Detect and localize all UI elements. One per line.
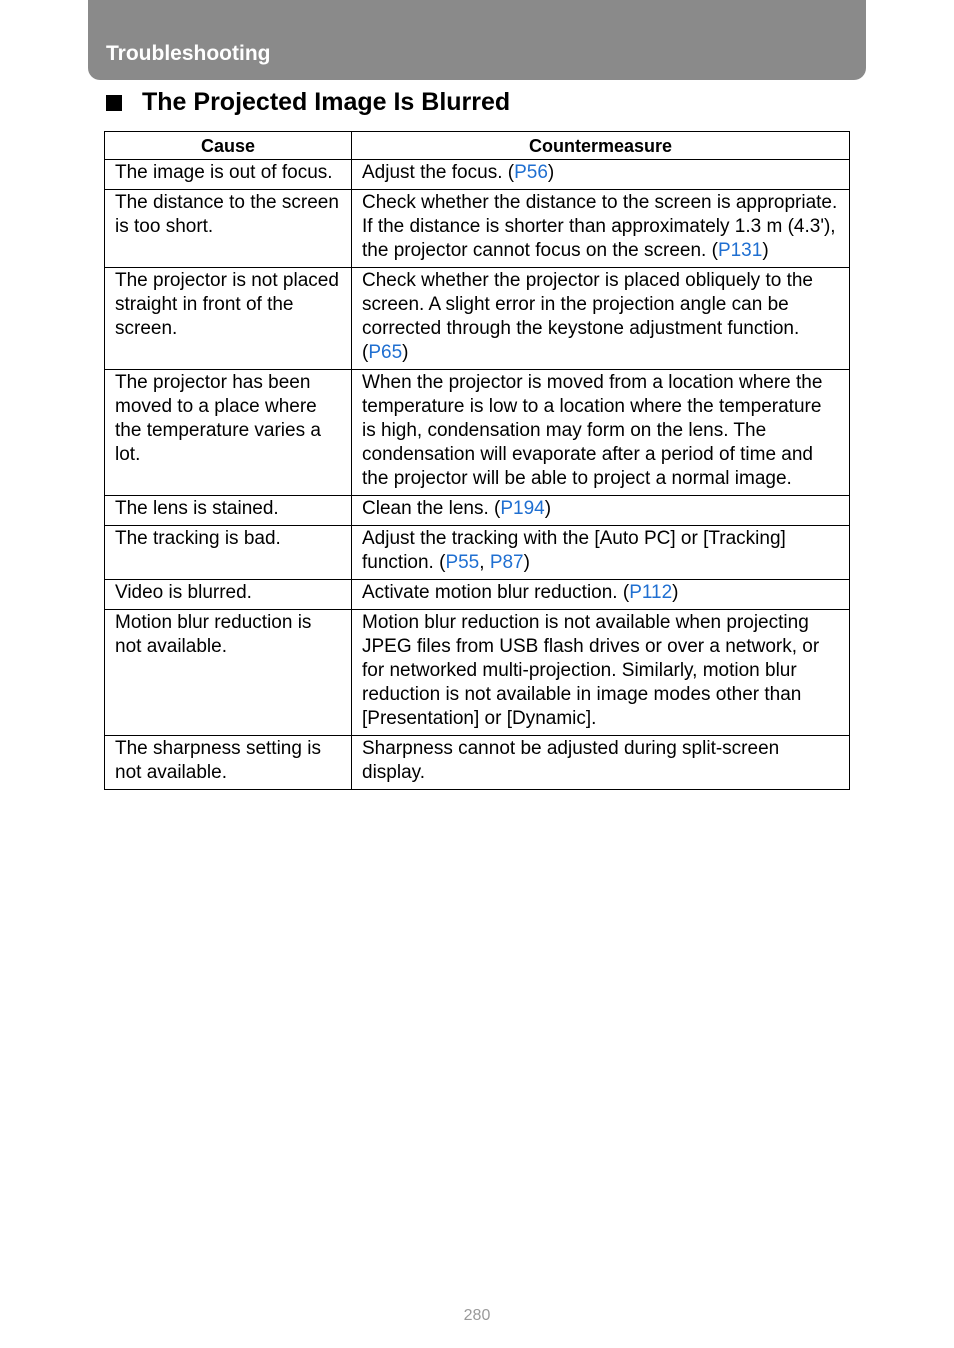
countermeasure-text-end: ) [402, 342, 409, 363]
page-reference-link[interactable]: P194 [500, 498, 545, 519]
page-reference-link[interactable]: P131 [717, 240, 763, 261]
heading-bullet-icon [106, 95, 122, 111]
countermeasure-text-end: ) [544, 498, 552, 519]
countermeasure-cell [352, 190, 850, 268]
troubleshooting-table [104, 131, 850, 790]
cause-cell: Video is blurred. [105, 580, 352, 610]
section-header [88, 0, 866, 80]
countermeasure-cell [352, 526, 850, 580]
cause-cell: The tracking is bad. [105, 526, 352, 580]
page-title: The Projected Image Is Blurred [142, 88, 511, 116]
countermeasure-text: Sharpness cannot be adjusted during split-screen display. [362, 738, 780, 783]
countermeasure-text: Adjust the tracking with the [Auto PC] or [Tracking] function. ( [362, 528, 786, 573]
countermeasure-text-end: ) [547, 162, 555, 183]
page-heading [106, 88, 510, 117]
countermeasure-text: When the projector is moved from a location where the temperature is low to a location where the temperature is high, condensation may form on the lens. The condensation will evaporate after a period of time and the projector will be able to project a normal image. [362, 372, 823, 489]
cause-cell: The image is out of focus. [105, 160, 352, 190]
countermeasure-text: Check whether the distance to the screen is appropriate. If the distance is shorter than approximately 1.3 m (4.3'), the projector cannot focus on the screen. ( [362, 192, 838, 261]
page-number: 280 [463, 1307, 491, 1324]
page-reference-link[interactable]: P56 [514, 162, 548, 183]
countermeasure-cell [352, 160, 850, 190]
countermeasure-text: Clean the lens. ( [362, 498, 501, 519]
table-row [105, 526, 850, 580]
countermeasure-text-end: ) [672, 582, 679, 603]
table-row [105, 370, 850, 496]
column-header-cause: Cause [105, 132, 352, 160]
link-separator: , [479, 552, 490, 573]
page-reference-link[interactable]: P112 [629, 582, 673, 603]
page-reference-link[interactable]: P55 [445, 552, 480, 573]
countermeasure-text: Check whether the projector is placed obliquely to the screen. A slight error in the projection angle can be corrected through the keystone adjustment function. ( [362, 270, 813, 363]
cause-cell: The sharpness setting is not available. [105, 736, 352, 790]
section-title: Troubleshooting [106, 42, 271, 65]
table-row [105, 160, 850, 190]
table-row [105, 610, 850, 736]
countermeasure-text-end: ) [523, 552, 530, 573]
cause-cell: The distance to the screen is too short. [105, 190, 352, 268]
countermeasure-text-end: ) [762, 240, 769, 261]
countermeasure-cell [352, 610, 850, 736]
cause-cell: The lens is stained. [105, 496, 352, 526]
table-row [105, 268, 850, 370]
page-reference-link[interactable]: P65 [368, 342, 403, 363]
table-row [105, 496, 850, 526]
countermeasure-cell [352, 580, 850, 610]
cause-cell: Motion blur reduction is not available. [105, 610, 352, 736]
table-row [105, 190, 850, 268]
countermeasure-cell [352, 736, 850, 790]
table-row [105, 580, 850, 610]
countermeasure-cell [352, 268, 850, 370]
countermeasure-text: Activate motion blur reduction. ( [362, 582, 630, 603]
table-row [105, 736, 850, 790]
countermeasure-cell [352, 496, 850, 526]
column-header-countermeasure: Countermeasure [352, 132, 850, 160]
page-reference-link[interactable]: P87 [489, 552, 524, 573]
countermeasure-text: Adjust the focus. ( [362, 162, 515, 183]
cause-cell: The projector has been moved to a place where the temperature varies a lot. [105, 370, 352, 496]
table-header-row [105, 132, 850, 160]
cause-cell: The projector is not placed straight in front of the screen. [105, 268, 352, 370]
countermeasure-text: Motion blur reduction is not available when projecting JPEG files from USB flash drives or over a network, or for networked multi-projection. Similarly, motion blur reduction is not available in image modes other than [Presentation] or [Dynamic]. [362, 612, 820, 729]
countermeasure-cell [352, 370, 850, 496]
